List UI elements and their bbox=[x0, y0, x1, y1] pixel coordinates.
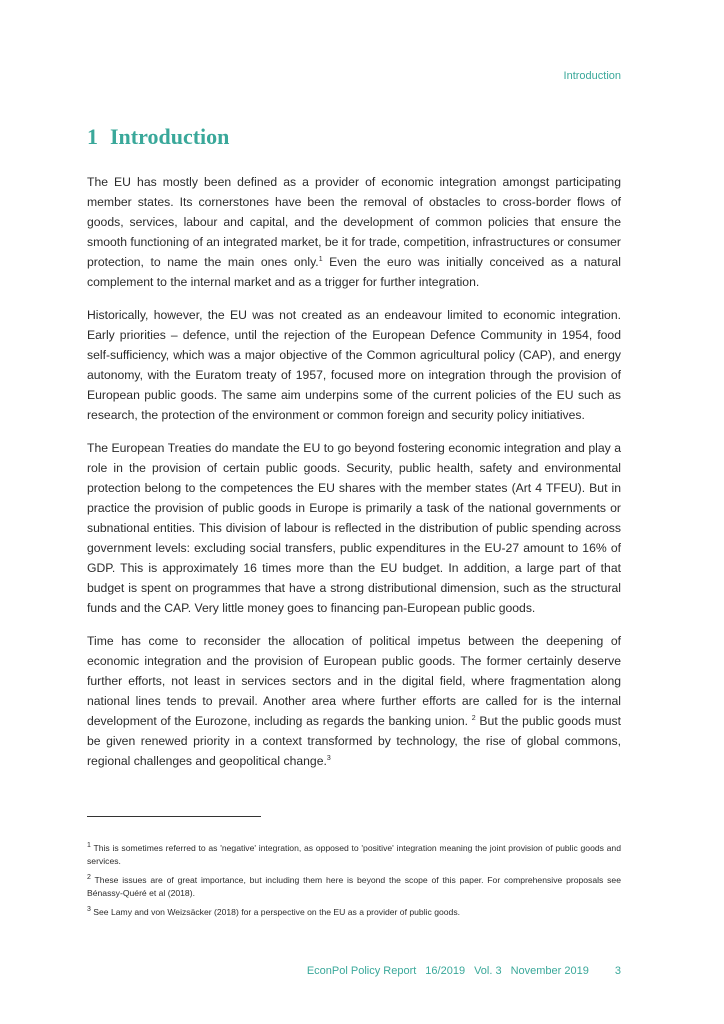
body-text bbox=[87, 172, 621, 784]
paragraph-4-text-a: Time has come to reconsider the allocation of political impetus between the deepening of economic integration and the provision of European public goods. The former certainly deserve further efforts, not least in services sectors and in the digital field, where fragmentation along national lines tends to prevail. Another area where further efforts are called for is the internal development of the Eurozone, including as regards the banking union. bbox=[87, 634, 621, 728]
footnote-3 bbox=[87, 906, 621, 919]
paragraph-1 bbox=[87, 172, 621, 292]
footnote-text: These issues are of great importance, but including them here is beyond the scope of this paper. For comprehensive proposals see Bénassy-Quéré et al (2018). bbox=[87, 875, 621, 898]
footer-publication: EconPol Policy Report bbox=[306, 965, 417, 977]
chapter-title-text: Introduction bbox=[110, 124, 230, 149]
chapter-number: 1 bbox=[87, 124, 98, 149]
footnote-1 bbox=[87, 842, 621, 868]
paragraph-2: Historically, however, the EU was not created as an endeavour limited to economic integration. Early priorities – defence, until the rejection of the European Defence Community in 1954, food self-sufficiency, which was a major objective of the Common agricultural policy (CAP), and energy autonomy, with the Euratom treaty of 1957, focused more on integration through the provision of European public goods. The same aim underpins some of the current policies of the EU such as research, the protection of the environment or common foreign and security policy initiatives. bbox=[87, 308, 621, 422]
running-header: Introduction bbox=[563, 70, 621, 82]
footnote-number: 3 bbox=[87, 906, 91, 914]
footnote-ref-2[interactable]: 2 bbox=[471, 714, 476, 722]
chapter-title bbox=[87, 124, 229, 150]
footnote-divider bbox=[87, 816, 261, 817]
footnote-number: 2 bbox=[87, 874, 91, 882]
footnote-ref-3[interactable]: 3 bbox=[326, 754, 331, 762]
page-footer bbox=[0, 965, 621, 977]
page-number: 3 bbox=[614, 965, 621, 977]
footer-date: November 2019 bbox=[510, 965, 589, 977]
paragraph-4-text-b: But the public goods must be given renewed priority in a context transformed by technology, the rise of global commons, regional challenges and geopolitical change. bbox=[87, 714, 621, 768]
paragraph-3: The European Treaties do mandate the EU to go beyond fostering economic integration and play a role in the provision of certain public goods. Security, public health, safety and environmental protection belong to the competences the EU shares with the member states (Art 4 TFEU). But in practice the provision of public goods in Europe is primarily a task of the national governments or subnational entities. This division of labour is reflected in the distribution of public spending across government levels: excluding social transfers, public expenditures in the EU-27 amount to 16% of GDP. This is approximately 16 times more than the EU budget. In addition, a large part of that budget is spent on programmes that have a strong distributional dimension, such as the structural funds and the CAP. Very little money goes to financing pan-European public goods. bbox=[87, 441, 621, 615]
footnote-number: 1 bbox=[87, 842, 91, 850]
paragraph-1-text-a: The EU has mostly been defined as a provider of economic integration amongst participating member states. Its cornerstones have been the removal of obstacles to cross-border flows of goods, services, labour and capital, and the development of common policies that ensure the smooth functioning of an integrated market, be it for trade, competition, infrastructures or consumer protection, to name the main ones only. bbox=[87, 175, 621, 269]
footer-issue: 16/2019 bbox=[425, 965, 466, 977]
footnote-ref-1[interactable]: 1 bbox=[318, 255, 323, 263]
paragraph-1-text-b: Even the euro was initially conceived as a natural complement to the internal market and as a trigger for further integration. bbox=[87, 255, 621, 289]
footnote-2 bbox=[87, 874, 621, 900]
footnotes bbox=[87, 842, 621, 925]
footnote-text: This is sometimes referred to as 'negative' integration, as opposed to 'positive' integration meaning the joint provision of public goods and services. bbox=[87, 843, 621, 866]
footer-volume: Vol. 3 bbox=[474, 965, 502, 977]
footnote-text: See Lamy and von Weizsäcker (2018) for a perspective on the EU as a provider of public goods. bbox=[90, 907, 461, 917]
paragraph-4 bbox=[87, 631, 621, 771]
